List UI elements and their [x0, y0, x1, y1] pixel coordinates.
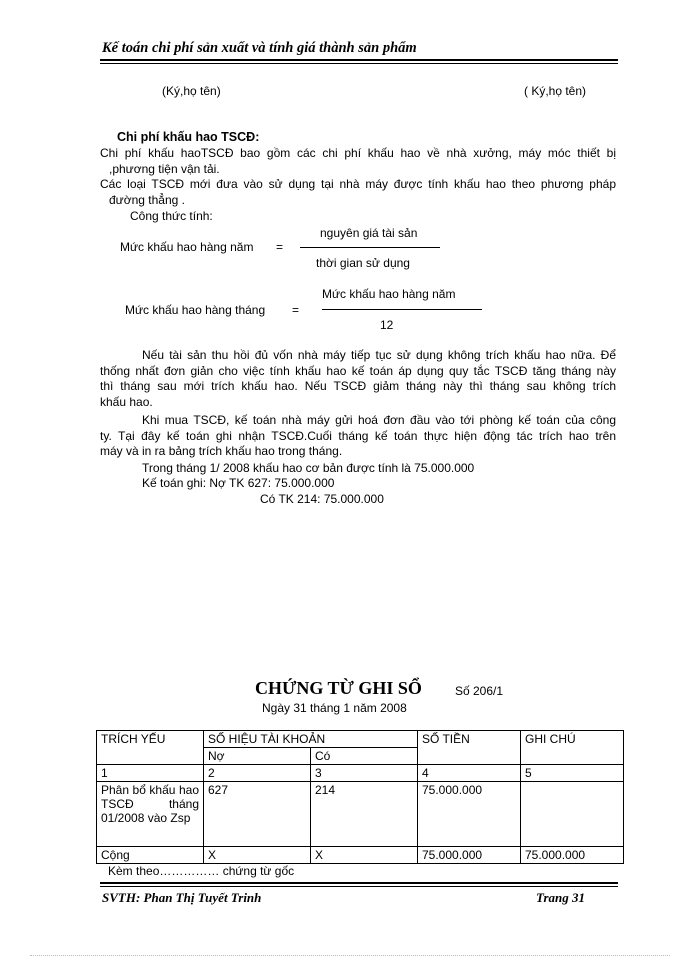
total-label: Cộng: [97, 847, 204, 864]
paragraph-process: [100, 413, 616, 460]
page-edge-divider: [30, 955, 670, 956]
header-rule-thin: [100, 63, 618, 64]
intro-line: Chi phí khấu haoTSCĐ bao gồm các chi phí khấu hao về nhà xưởng, máy móc thiết bị: [100, 146, 616, 160]
entry-summary: Phân bổ khấu hao TSCĐ tháng 01/2008 vào Zsp: [97, 782, 204, 847]
paragraph-policy: [100, 348, 616, 410]
formula2-numerator: Mức khấu hao hàng năm: [322, 287, 456, 301]
depreciation-amount-text: Trong tháng 1/ 2008 khấu hao cơ bản được tính là 75.000.000: [142, 461, 475, 475]
header-amount: SỐ TIỀN: [418, 731, 521, 765]
formula2-label: Mức khấu hao hàng tháng: [125, 303, 266, 317]
header-account: SỐ HIỆU TÀI KHOẢN: [204, 731, 418, 748]
table-header-row: [97, 731, 624, 748]
formula2-equals: =: [292, 303, 300, 317]
table-cell: 4: [418, 765, 521, 782]
attached-documents: Kèm theo…………… chứng từ gốc: [108, 864, 295, 878]
table-cell: 5: [521, 765, 624, 782]
table-cell: 1: [97, 765, 204, 782]
formula1-denominator: thời gian sử dụng: [316, 256, 410, 270]
intro-line: Các loại TSCĐ mới đưa vào sử dụng tại nhà máy được tính khấu hao theo phương pháp: [100, 177, 616, 191]
voucher-table: [96, 730, 624, 864]
total-debit: X: [204, 847, 311, 864]
formula1-equals: =: [276, 240, 284, 254]
voucher-date: Ngày 31 tháng 1 năm 2008: [262, 701, 407, 715]
total-credit: X: [311, 847, 418, 864]
intro-line: đường thẳng .: [109, 192, 185, 207]
formula2-denominator: 12: [380, 318, 394, 332]
header-rule: [100, 59, 618, 61]
footer-author: SVTH: Phan Thị Tuyết Trinh: [102, 890, 262, 905]
policy-line: khấu hao.: [100, 394, 153, 409]
header-summary: TRÍCH YẾU: [97, 731, 204, 765]
table-index-row: [97, 765, 624, 782]
total-note: 75.000.000: [521, 847, 624, 864]
signature-right: ( Ký,họ tên): [524, 84, 587, 98]
intro-line: ,phương tiện vận tải.: [109, 161, 220, 176]
formula1-numerator: nguyên giá tài sản: [320, 226, 418, 240]
section-heading: Chi phí khấu hao TSCĐ:: [117, 130, 260, 144]
process-line: ty. Tại đây kế toán ghi nhận TSCĐ.Cuối tháng kế toán thực hiện động tác trích hao trên: [100, 428, 616, 443]
subheader-debit: Nợ: [204, 748, 311, 765]
table-cell: 2: [204, 765, 311, 782]
formula1-fraction-bar: [300, 247, 440, 248]
running-header: Kế toán chi phí sản xuất và tính giá thành sản phẩm: [102, 40, 417, 56]
formula2-fraction-bar: [322, 309, 482, 310]
policy-line: thì tháng sau mới trích khấu hao. Nếu TSCĐ giảm tháng này thì tháng sau không trích: [100, 379, 616, 393]
table-cell: 3: [311, 765, 418, 782]
header-note: GHI CHÚ: [521, 731, 624, 765]
paragraph-intro: [100, 146, 616, 208]
formula1-label: Mức khấu hao hàng năm: [120, 240, 254, 254]
total-amount: 75.000.000: [418, 847, 521, 864]
policy-line: thống nhất đơn giản cho việc tính khấu hao kế toán áp dụng quy tắc TSCĐ tăng tháng này: [100, 363, 616, 378]
footer-rule: [100, 882, 618, 884]
table-row: [97, 782, 624, 847]
entry-debit: 627: [204, 782, 311, 847]
entry-amount: 75.000.000: [418, 782, 521, 847]
entry-note: [521, 782, 624, 847]
journal-credit-entry: Có TK 214: 75.000.000: [260, 492, 384, 506]
policy-line: Nếu tài sản thu hồi đủ vốn nhà máy tiếp tục sử dụng không trích khấu hao nữa. Để: [142, 348, 616, 362]
journal-debit-entry: Kế toán ghi: Nợ TK 627: 75.000.000: [142, 476, 335, 490]
voucher-title: CHỨNG TỪ GHI SỔ: [255, 678, 422, 698]
process-line: máy và in ra bảng trích khấu hao trong tháng.: [100, 444, 343, 458]
signature-left: (Ký,họ tên): [162, 84, 221, 98]
voucher-number: Số 206/1: [455, 684, 504, 698]
page-number: Trang 31: [536, 890, 585, 905]
table-total-row: [97, 847, 624, 864]
entry-credit: 214: [311, 782, 418, 847]
process-line: Khi mua TSCĐ, kế toán nhà máy gửi hoá đơn đầu vào tới phòng kế toán của công: [142, 413, 616, 427]
formula-intro: Công thức tính:: [130, 209, 213, 223]
subheader-credit: Có: [311, 748, 418, 765]
footer-rule-thin: [100, 886, 618, 887]
